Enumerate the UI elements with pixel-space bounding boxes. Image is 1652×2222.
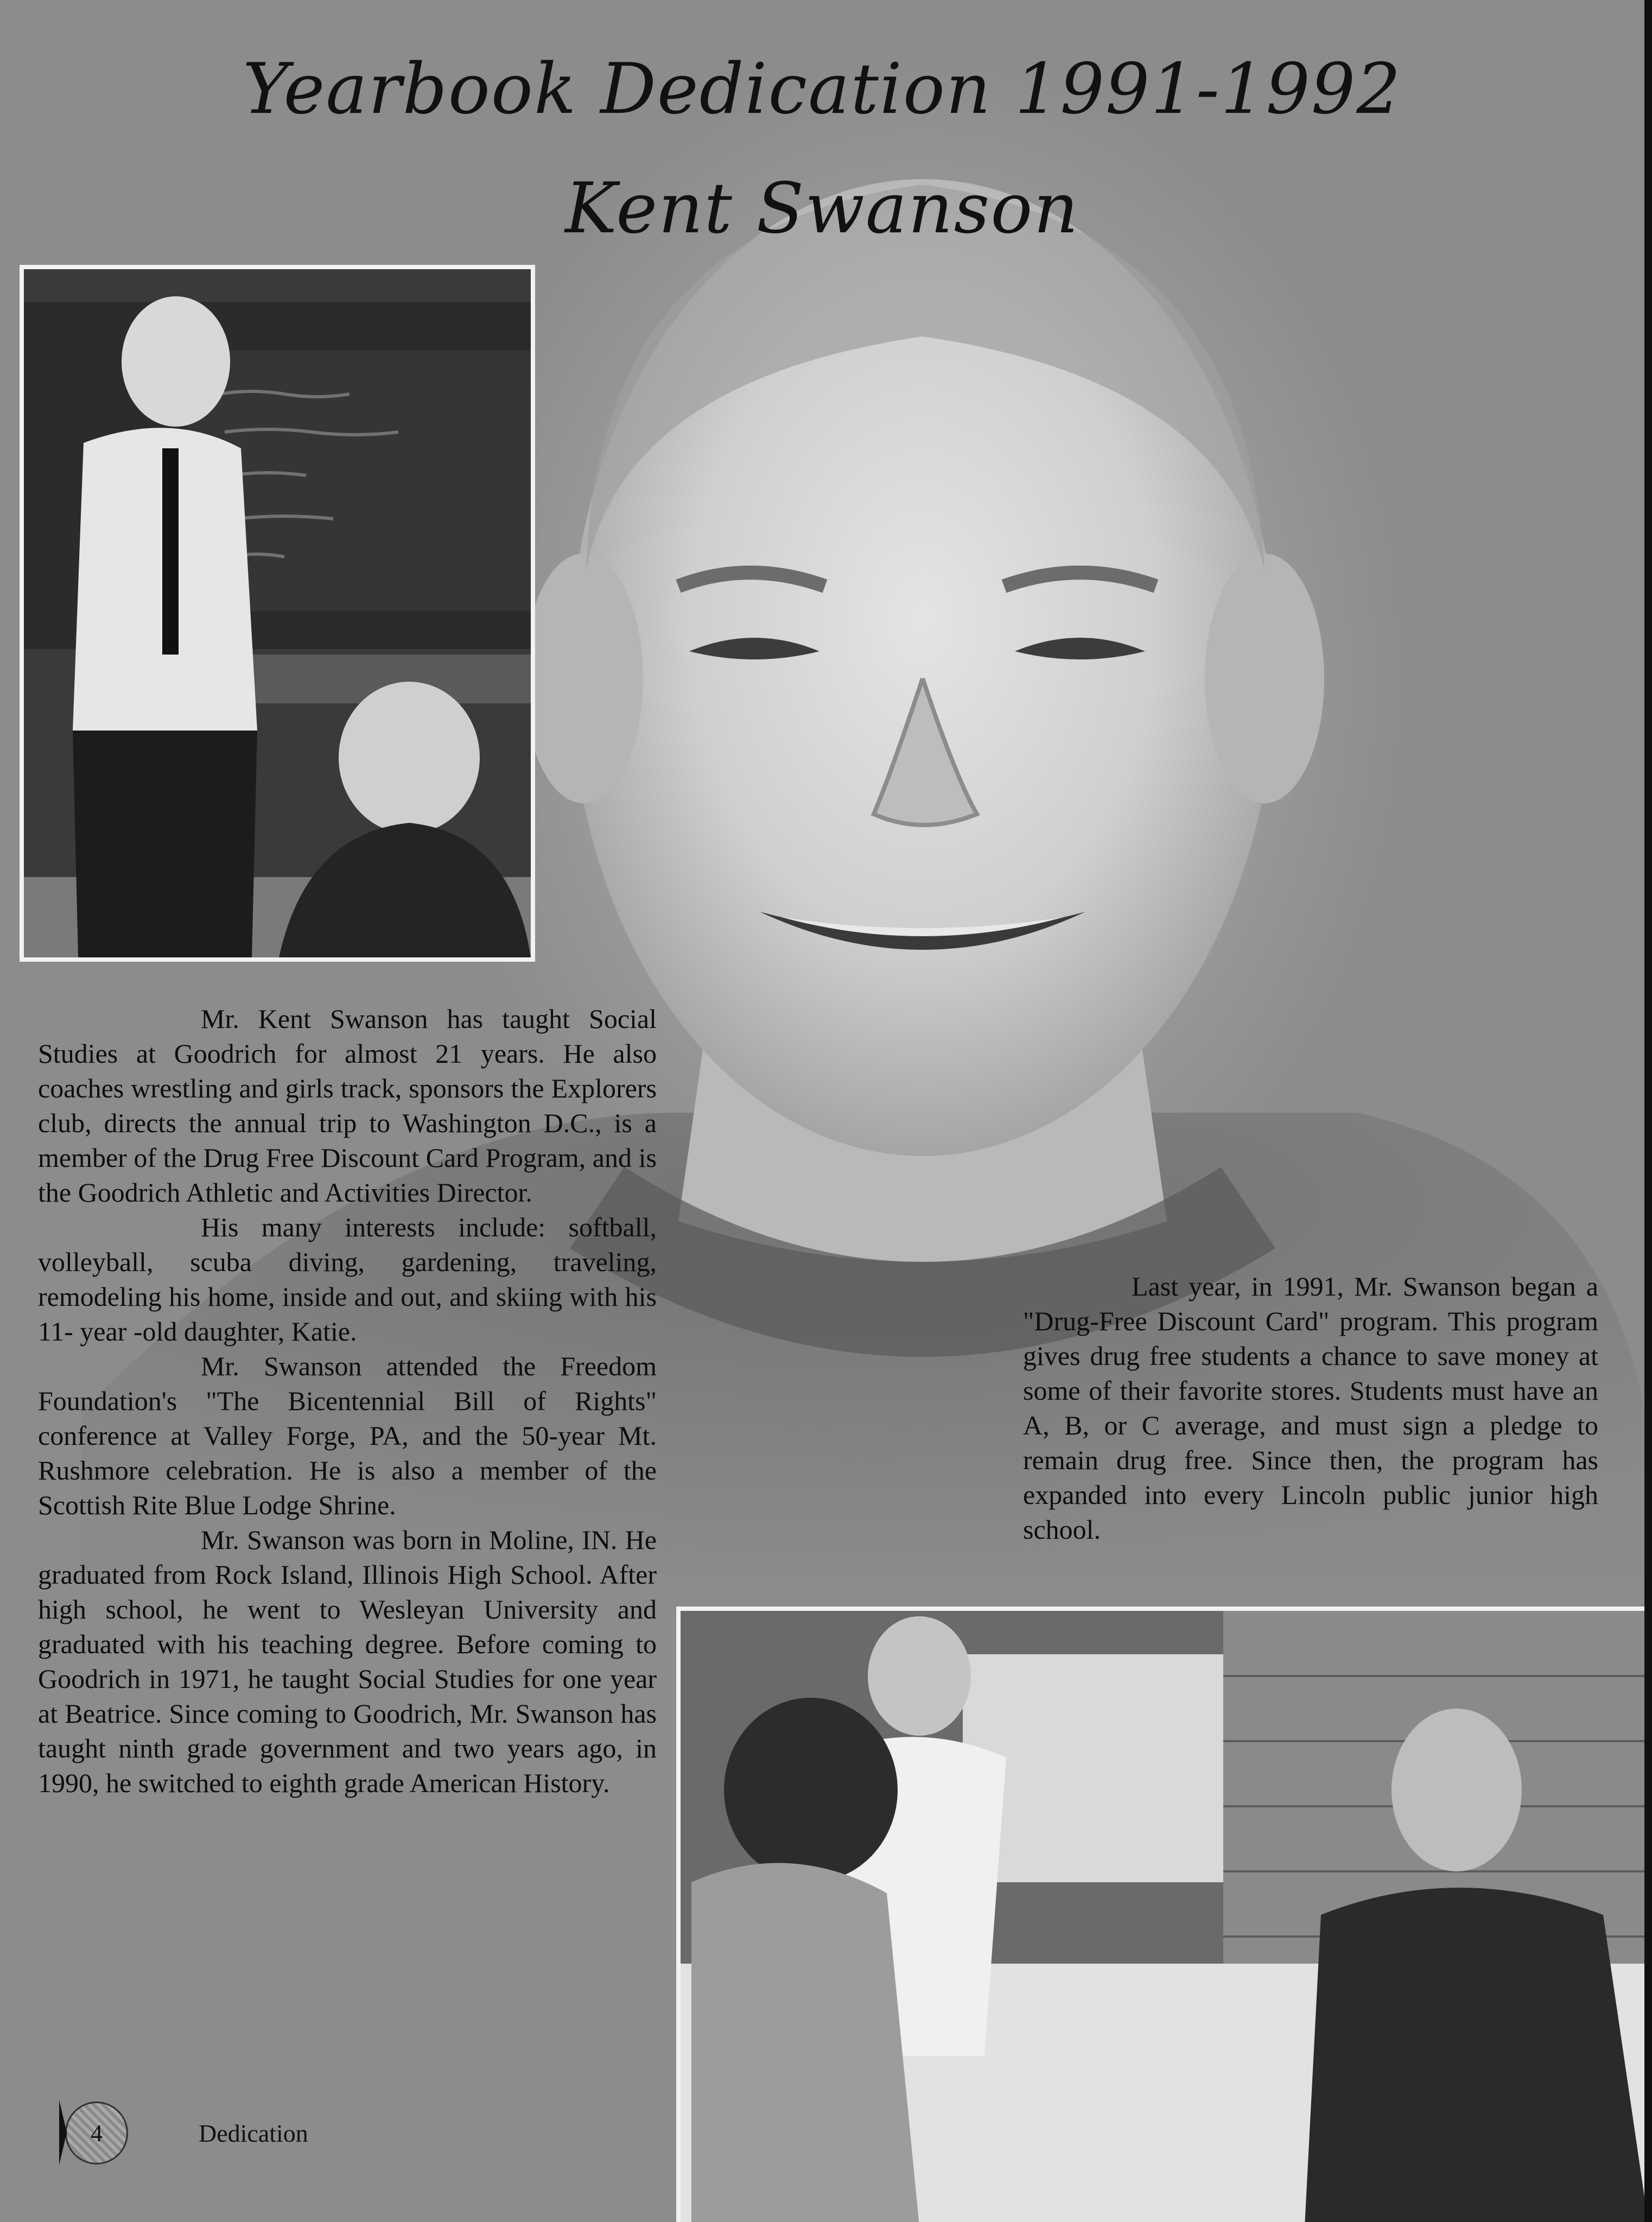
paragraph: Last year, in 1991, Mr. Swanson began a "Drug-Free Discount Card" program. This program gives drug free students a chance to save money at some of their favorite stores. Students must have an A, B, or C average, and must sign a pledge to remain drug free. Since then, the program has expanded into every Lincoln public junior high school.: [1023, 1271, 1598, 1545]
page-footer: [65, 2100, 308, 2166]
page-edge: [1644, 0, 1652, 2222]
page-title: Yearbook Dedication 1991-1992: [243, 49, 1402, 130]
page-subtitle: Kent Swanson: [565, 168, 1079, 249]
hallway-photo: [676, 1607, 1644, 2222]
paragraph: Mr. Swanson attended the Freedom Foundation's "The Bicentennial Bill of Rights" conference at Valley Forge, PA, and the 50-year Mt. Rushmore celebration. He is also a member of the Scottish Rite Blue Lodge Shrine.: [38, 1351, 657, 1520]
paragraph: Mr. Swanson was born in Moline, IN. He graduated from Rock Island, Illinois High School. After high school, he went to Wesleyan University and graduated with his teaching degree. Before coming to Goodrich in 1971, he taught Social Studies for one year at Beatrice. Since coming to Goodrich, Mr. Swanson has taught ninth grade government and two years ago, in 1990, he switched to eighth grade American History.: [38, 1525, 657, 1798]
page-number: 4: [65, 2102, 128, 2164]
article-left-column: [38, 1001, 657, 1800]
section-label: Dedication: [199, 2119, 308, 2147]
classroom-photo: [20, 265, 535, 962]
paragraph: His many interests include: softball, volleyball, scuba diving, gardening, traveling, remodeling his home, inside and out, and skiing with his 11- year -old daughter, Katie.: [38, 1212, 657, 1347]
paragraph: Mr. Kent Swanson has taught Social Studies at Goodrich for almost 21 years. He also coaches wrestling and girls track, sponsors the Explorers club, directs the annual trip to Washington D.C., is a member of the Drug Free Discount Card Program, and is the Goodrich Athletic and Activities Director.: [38, 1004, 657, 1208]
article-right-column: [1023, 1269, 1598, 1547]
